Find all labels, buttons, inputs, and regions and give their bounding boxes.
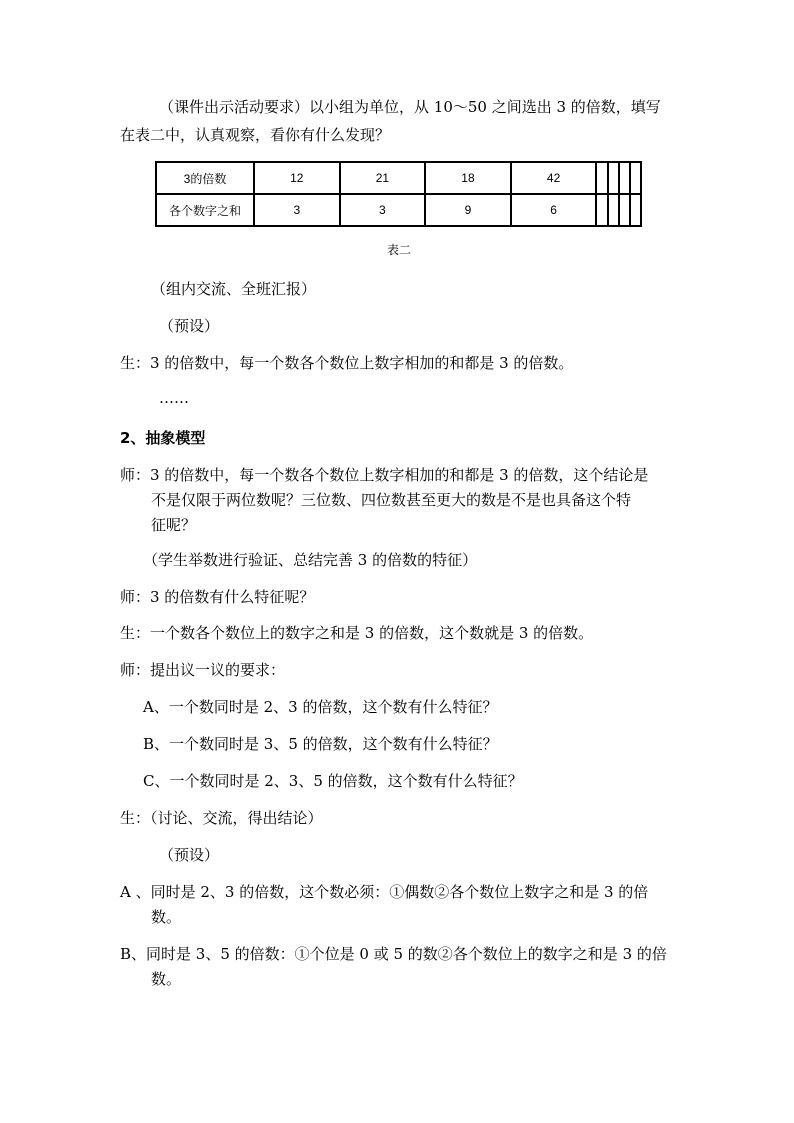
paragraph: （学生举数进行验证、总结完善 3 的倍数的特征） (143, 551, 478, 569)
paragraph: 生：（讨论、交流，得出结论） (120, 809, 323, 827)
paragraph: 数。 (151, 970, 182, 988)
intro-line-1: （课件出示活动要求）以小组为单位，从 10～50 之间选出 3 的倍数，填写 (159, 98, 661, 116)
paragraph: 不是仅限于两位数呢？三位数、四位数甚至更大的数是不是也具备这个特 (151, 491, 632, 509)
table-cell: 12 (254, 162, 340, 194)
table-cell: 6 (511, 194, 597, 226)
paragraph: （预设） (159, 846, 220, 864)
table-caption: 表二 (386, 243, 411, 257)
intro-line-2: 在表二中，认真观察，看你有什么发现？ (120, 126, 391, 144)
paragraph: 师：提出议一议的要求： (120, 661, 286, 679)
table-cell (596, 194, 607, 226)
multiples-of-3-table (155, 161, 642, 227)
table-cell (608, 162, 619, 194)
table-row (156, 162, 641, 194)
section-title: 2、抽象模型 (120, 429, 206, 447)
paragraph: A 、同时是 2、3 的倍数，这个数必须：①偶数②各个数位上数字之和是 3 的倍 (120, 883, 649, 901)
paragraph: 生：3 的倍数中，每一个数各个数位上数字相加的和都是 3 的倍数。 (120, 354, 574, 372)
paragraph: 征呢？ (151, 516, 197, 534)
table-cell (619, 162, 630, 194)
paragraph: （预设） (159, 317, 220, 335)
table-cell (630, 162, 641, 194)
table-cell (596, 162, 607, 194)
table-cell (608, 194, 619, 226)
paragraph: …… (159, 389, 189, 407)
paragraph: （组内交流、全班汇报） (151, 280, 317, 298)
paragraph: 师：3 的倍数中，每一个数各个数位上数字相加的和都是 3 的倍数，这个结论是 (120, 466, 649, 484)
paragraph: B、同时是 3、5 的倍数：①个位是 0 或 5 的数②各个数位上的数字之和是 3 的倍 (120, 945, 667, 963)
table-cell: 18 (425, 162, 511, 194)
table-cell (619, 194, 630, 226)
table-cell: 21 (340, 162, 426, 194)
row-header: 3的倍数 (156, 162, 254, 194)
table-cell: 3 (340, 194, 426, 226)
list-item: C、一个数同时是 2、3、5 的倍数，这个数有什么特征？ (143, 772, 523, 790)
table-cell: 3 (254, 194, 340, 226)
list-item: A、一个数同时是 2、3 的倍数，这个数有什么特征？ (143, 698, 498, 716)
paragraph: 数。 (151, 908, 182, 926)
paragraph: 生：一个数各个数位上的数字之和是 3 的倍数，这个数就是 3 的倍数。 (120, 624, 594, 642)
paragraph: 师：3 的倍数有什么特征呢？ (120, 588, 315, 606)
table-cell (630, 194, 641, 226)
row-header: 各个数字之和 (156, 194, 254, 226)
table-cell: 9 (425, 194, 511, 226)
table-row (156, 194, 641, 226)
table-cell: 42 (511, 162, 597, 194)
list-item: B、一个数同时是 3、5 的倍数，这个数有什么特征？ (143, 735, 498, 753)
